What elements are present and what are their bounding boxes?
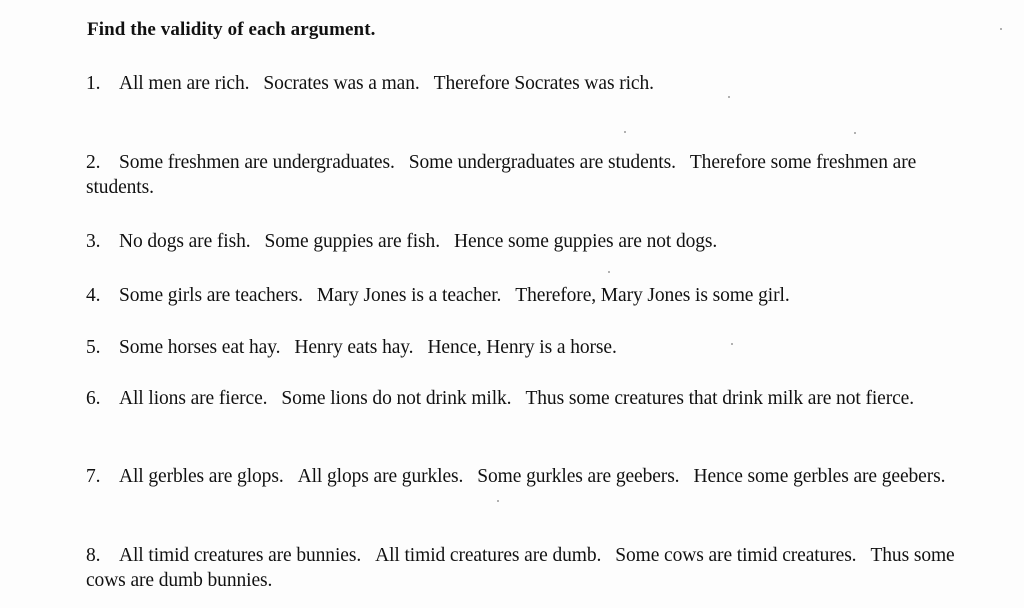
argument-4 [86, 283, 956, 308]
conclusion: Hence some guppies are not dogs. [453, 231, 718, 252]
argument-number: 2. [86, 152, 101, 173]
premise-3: Some cows are timid creatures. [615, 545, 857, 566]
premise-2: Some guppies are fish. [264, 231, 440, 252]
premise-1: All gerbles are glops. [119, 466, 284, 487]
conclusion: Therefore some freshmen are students. [86, 152, 917, 198]
argument-number: 8. [86, 545, 101, 566]
premise-2: Henry eats hay. [294, 337, 414, 358]
premise-2: Some lions do not drink milk. [281, 388, 512, 409]
argument-number: 4. [86, 285, 101, 306]
argument-2 [86, 150, 956, 200]
argument-3 [86, 229, 956, 254]
premise-2: All glops are gurkles. [297, 466, 464, 487]
scan-speck [731, 343, 733, 345]
premise-1: All lions are fierce. [119, 388, 268, 409]
premise-1: Some freshmen are undergraduates. [119, 152, 395, 173]
argument-number: 1. [86, 73, 101, 94]
conclusion: Therefore Socrates was rich. [433, 73, 654, 94]
argument-number: 7. [86, 466, 101, 487]
argument-number: 5. [86, 337, 101, 358]
conclusion: Therefore, Mary Jones is some girl. [515, 285, 790, 306]
argument-number: 3. [86, 231, 101, 252]
premise-1: All timid creatures are bunnies. [119, 545, 362, 566]
premise-1: All men are rich. [119, 73, 250, 94]
conclusion: Hence some gerbles are geebers. [693, 466, 946, 487]
conclusion: Thus some cows are dumb bunnies. [86, 545, 955, 591]
premise-1: Some girls are teachers. [119, 285, 303, 306]
premise-2: Some undergraduates are students. [408, 152, 676, 173]
premise-2: Mary Jones is a teacher. [316, 285, 502, 306]
conclusion: Hence, Henry is a horse. [427, 337, 617, 358]
scan-speck [608, 271, 610, 273]
premise-3: Some gurkles are geebers. [477, 466, 680, 487]
premise-1: No dogs are fish. [119, 231, 251, 252]
argument-5 [86, 335, 956, 360]
scan-speck [624, 131, 626, 133]
premise-2: All timid creatures are dumb. [375, 545, 602, 566]
premise-2: Socrates was a man. [263, 73, 420, 94]
argument-6 [86, 386, 956, 411]
scan-speck [728, 96, 730, 98]
scan-speck [497, 500, 499, 502]
scan-speck [1000, 28, 1002, 30]
conclusion: Thus some creatures that drink milk are not fierce. [525, 388, 915, 409]
scan-speck [854, 132, 856, 134]
argument-8 [86, 543, 956, 593]
argument-number: 6. [86, 388, 101, 409]
worksheet-heading: Find the validity of each argument. [87, 19, 376, 40]
argument-7 [86, 464, 956, 489]
premise-1: Some horses eat hay. [119, 337, 281, 358]
argument-1 [86, 71, 956, 96]
